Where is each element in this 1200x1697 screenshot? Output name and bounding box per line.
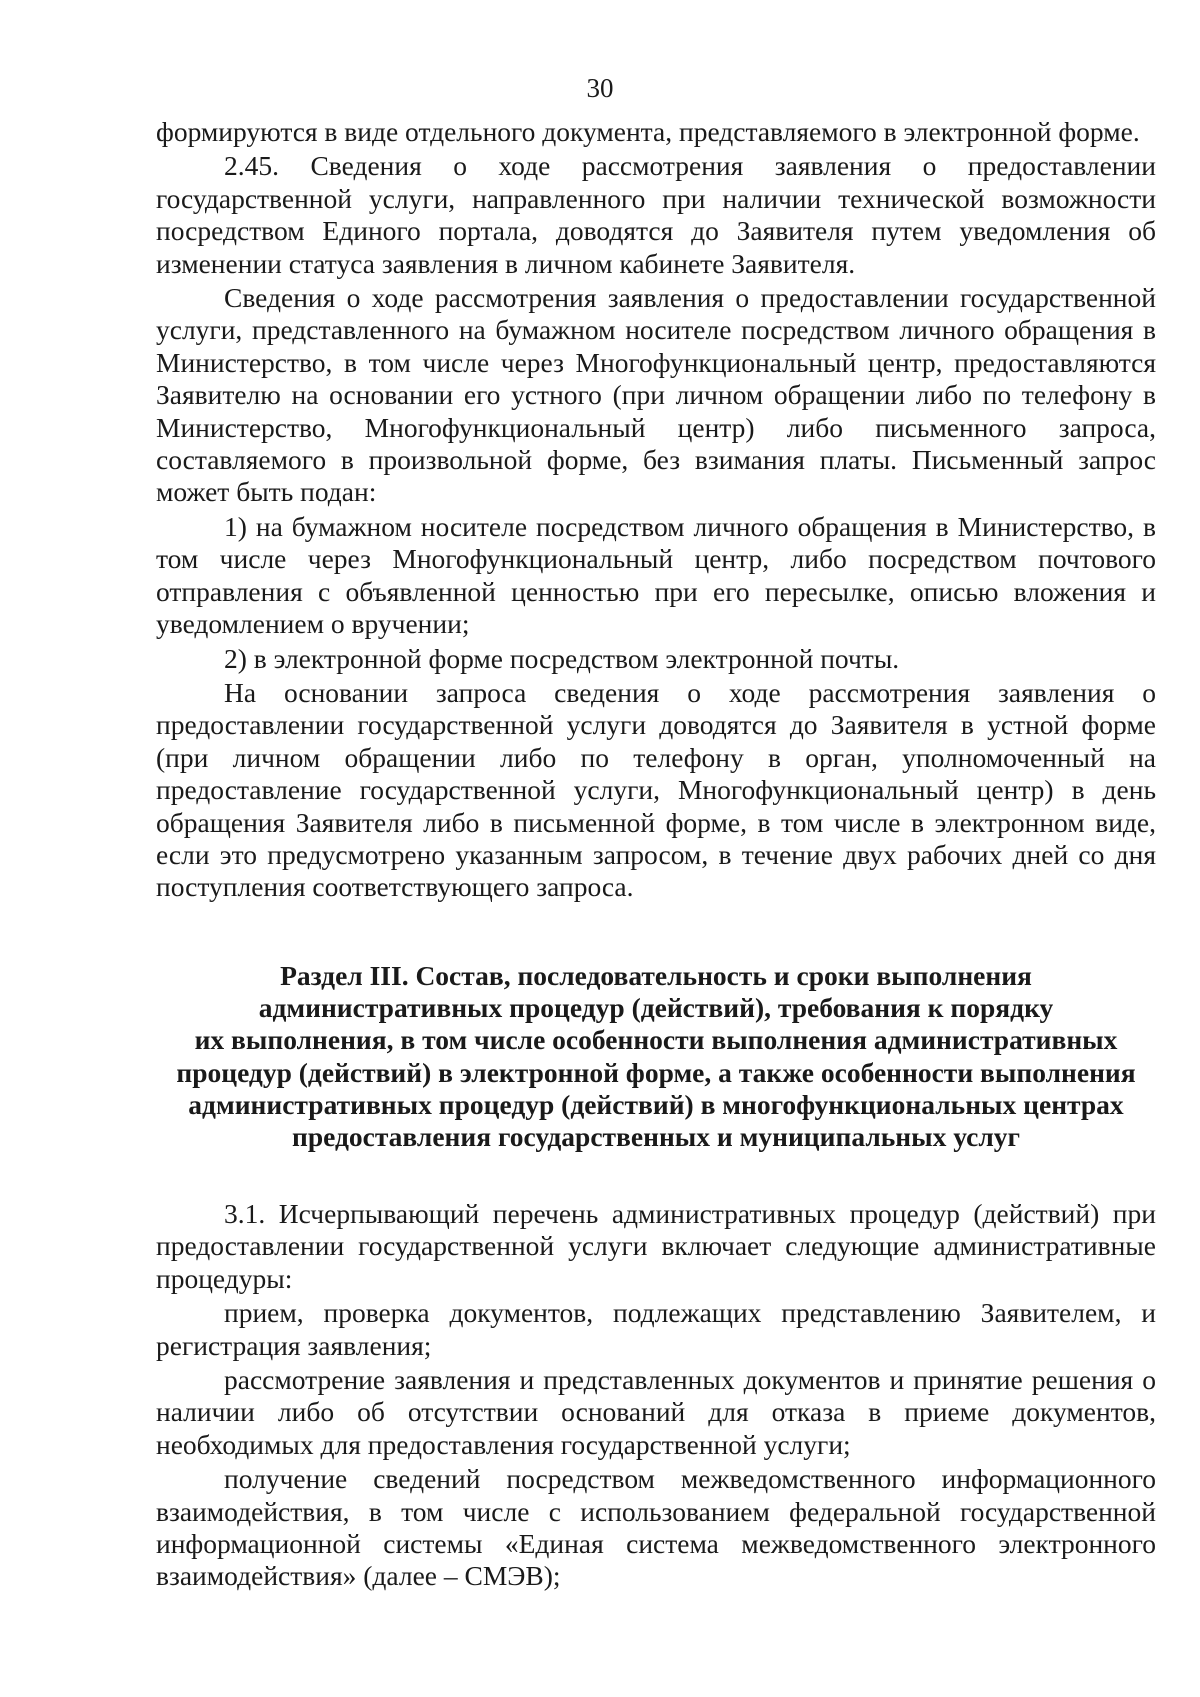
page-number: 30 [586,73,614,103]
paragraph-3-1: 3.1. Исчерпывающий перечень административных процедур (действий) при предоставлении государственной услуги включает следующие административные процедуры: [156,1198,1156,1294]
section-heading-line: их выполнения, в том числе особенности выполнения административных [194,1024,1118,1056]
paragraph-2-45: 2.45. Сведения о ходе рассмотрения заявления о предоставлении государственной услуги, направленного при наличии технической возможности посредством Единого портала, доводятся до Заявителя путем уведомления об изменении статуса заявления в личном кабинете Заявителя. [156,150,1156,279]
section-heading-line: предоставления государственных и муниципальных услуг [291,1121,1021,1153]
procedure-item-review: рассмотрение заявления и представленных документов и принятие решения о наличии либо об отсутствии оснований для отказа в приеме документов, необходимых для предоставления государственной услуги; [156,1364,1156,1460]
paragraph-continuation: формируются в виде отдельного документа, представляемого в электронной форме. [156,116,1140,147]
list-item-2: 2) в электронной форме посредством электронной почты. [224,642,900,674]
paragraph-request-basis: На основании запроса сведения о ходе рассмотрения заявления о предоставлении государственной услуги доводятся до Заявителя в устной форме (при личном обращении либо по телефону в орган, уполномоченный на предоставление государственной услуги, Многофункциональный центр) в день обращения Заявителя либо в письменной форме, в том числе в электронном виде, если это предусмотрено указанным запросом, в течение двух рабочих дней со дня поступления соответствующего запроса. [156,676,1156,903]
section-heading-line: административных процедур (действий), требования к порядку [258,992,1054,1024]
paragraph-status-info: Сведения о ходе рассмотрения заявления о предоставлении государственной услуги, представленного на бумажном носителе посредством личного обращения в Министерство, в том числе через Многофункциональный центр, предоставляются Заявителю на основании его устного (при личном обращении либо по телефону в Министерство, Многофункциональный центр) либо письменного запроса, составляемого в произвольной форме, без взимания платы. Письменный запрос может быть подан: [156,282,1156,508]
section-text-block [156,1198,1156,1593]
procedure-item-interagency: получение сведений посредством межведомственного информационного взаимодействия, в том числе с использованием федеральной государственной информационной системы «Единая система межведомственного электронного взаимодействия» (далее – СМЭВ); [156,1463,1156,1592]
section-heading-line: административных процедур (действий) в многофункциональных центрах [188,1088,1124,1120]
section-heading-line: процедур (действий) в электронной форме, а также особенности выполнения [176,1056,1136,1088]
top-text-block [156,116,1156,904]
list-item-1: 1) на бумажном носителе посредством личного обращения в Министерство, в том числе через Многофункциональный центр, либо посредством почтового отправления с объявленной ценностью при его пересылке, описью вложения и уведомлением о вручении; [156,510,1156,640]
section-heading [156,960,1156,1153]
procedure-item-reception: прием, проверка документов, подлежащих представлению Заявителем, и регистрация заявления; [156,1297,1156,1361]
section-heading-line: Раздел III. Состав, последовательность и сроки выполнения [280,960,1032,991]
